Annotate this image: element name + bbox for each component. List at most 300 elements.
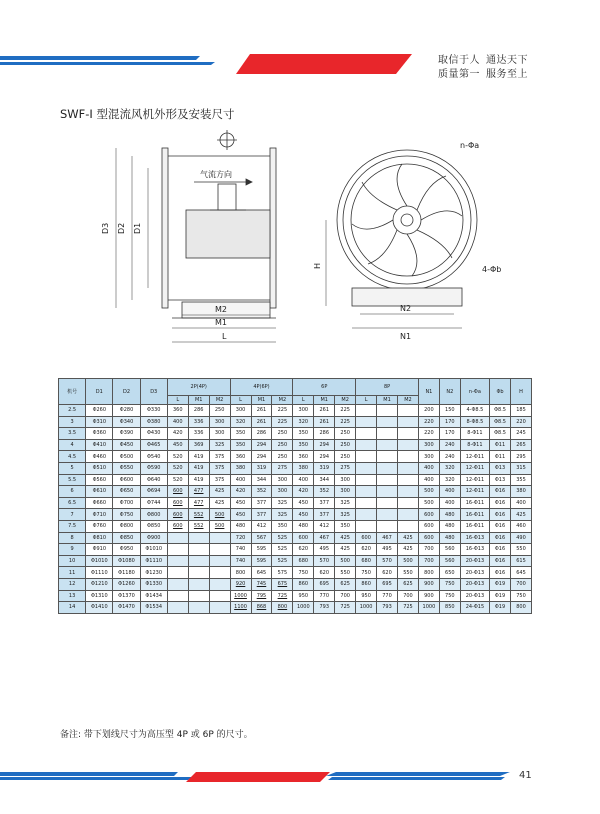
- table-cell: 380: [230, 462, 251, 474]
- table-cell: 450: [167, 439, 188, 451]
- table-row: [59, 451, 532, 463]
- table-cell: [209, 567, 230, 579]
- table-cell: 575: [272, 567, 293, 579]
- table-cell: 12-Φ11: [460, 486, 489, 498]
- table-cell: 570: [377, 555, 398, 567]
- dim-m2: M2: [215, 305, 227, 314]
- table-cell: 360: [167, 405, 188, 417]
- table-cell: 377: [314, 497, 335, 509]
- table-row: [59, 532, 532, 544]
- table-cell: [397, 486, 418, 498]
- table-row: [59, 405, 532, 417]
- table-cell: 360: [293, 451, 314, 463]
- table-cell: 419: [188, 474, 209, 486]
- table-cell: 4-Φ8.5: [460, 405, 489, 417]
- table-cell: 570: [314, 555, 335, 567]
- slogan-2: 通达天下: [486, 55, 528, 66]
- table-cell: [356, 451, 377, 463]
- table-cell: 450: [293, 497, 314, 509]
- table-cell: 420: [293, 486, 314, 498]
- table-cell: [356, 405, 377, 417]
- table-cell: Φ1230: [140, 567, 167, 579]
- table-cell: [377, 428, 398, 440]
- table-cell: 750: [510, 590, 531, 602]
- table-cell: 680: [356, 555, 377, 567]
- table-cell: 320: [439, 474, 460, 486]
- table-cell: 490: [510, 532, 531, 544]
- th-4p: 4P(6P): [230, 379, 293, 396]
- table-row: [59, 555, 532, 567]
- table-cell: 261: [314, 416, 335, 428]
- table-cell: 286: [251, 428, 272, 440]
- table-cell: [397, 405, 418, 417]
- table-cell: 745: [251, 578, 272, 590]
- table-cell: 520: [167, 474, 188, 486]
- table-cell: 220: [418, 428, 439, 440]
- table-cell: 12-Φ11: [460, 451, 489, 463]
- table-cell: 400: [293, 474, 314, 486]
- table-cell: Φ19: [490, 590, 511, 602]
- table-cell: 300: [418, 439, 439, 451]
- table-cell: 20-Φ13: [460, 590, 489, 602]
- th-6p: 6P: [293, 379, 356, 396]
- table-cell: [188, 555, 209, 567]
- th-sub-3-0: L: [356, 396, 377, 405]
- cell-model: 14: [59, 602, 86, 614]
- table-cell: [377, 439, 398, 451]
- table-cell: Φ800: [140, 509, 167, 521]
- table-cell: 480: [230, 520, 251, 532]
- table-cell: [167, 544, 188, 556]
- dim-n1: N1: [400, 332, 412, 341]
- table-cell: 725: [397, 602, 418, 614]
- table-cell: Φ1470: [113, 602, 140, 614]
- table-cell: Φ1260: [113, 578, 140, 590]
- table-cell: [356, 428, 377, 440]
- table-cell: Φ600: [113, 474, 140, 486]
- table-cell: 325: [272, 497, 293, 509]
- table-cell: 860: [293, 578, 314, 590]
- table-cell: 294: [314, 439, 335, 451]
- table-cell: 300: [272, 474, 293, 486]
- table-cell: Φ380: [140, 416, 167, 428]
- table-cell: 250: [272, 428, 293, 440]
- table-cell: [397, 462, 418, 474]
- table-cell: Φ16: [490, 497, 511, 509]
- table-cell: 369: [188, 439, 209, 451]
- table-cell: [188, 578, 209, 590]
- slogan-4: 服务至上: [486, 69, 528, 80]
- table-cell: 425: [335, 544, 356, 556]
- table-row: [59, 520, 532, 532]
- table-cell: 400: [418, 474, 439, 486]
- table-cell: Φ1110: [86, 567, 113, 579]
- table-cell: Φ660: [86, 497, 113, 509]
- table-cell: 700: [510, 578, 531, 590]
- cell-model: 5: [59, 462, 86, 474]
- table-cell: 1100: [230, 602, 251, 614]
- table-cell: Φ8.5: [490, 416, 511, 428]
- table-cell: Φ260: [86, 405, 113, 417]
- table-cell: Φ340: [113, 416, 140, 428]
- table-cell: 300: [418, 451, 439, 463]
- table-cell: 400: [510, 497, 531, 509]
- table-row: [59, 462, 532, 474]
- table-cell: 375: [209, 462, 230, 474]
- table-cell: 325: [335, 509, 356, 521]
- table-cell: 240: [439, 451, 460, 463]
- table-cell: Φ1310: [86, 590, 113, 602]
- table-cell: 320: [230, 416, 251, 428]
- table-cell: 500: [335, 555, 356, 567]
- table-cell: 344: [251, 474, 272, 486]
- cell-model: 3: [59, 416, 86, 428]
- table-cell: [377, 509, 398, 521]
- cell-model: 4: [59, 439, 86, 451]
- front-view: [162, 130, 276, 318]
- table-cell: 425: [209, 486, 230, 498]
- table-cell: Φ694: [140, 486, 167, 498]
- table-cell: 16-Φ11: [460, 509, 489, 521]
- table-cell: 250: [272, 451, 293, 463]
- table-cell: [397, 416, 418, 428]
- table-cell: 800: [418, 567, 439, 579]
- table-cell: 800: [272, 602, 293, 614]
- table-cell: 550: [510, 544, 531, 556]
- table-cell: [356, 462, 377, 474]
- side-view: [337, 150, 477, 306]
- table-cell: 170: [439, 416, 460, 428]
- table-cell: 700: [418, 555, 439, 567]
- table-cell: 500: [418, 486, 439, 498]
- table-cell: Φ1330: [140, 578, 167, 590]
- table-cell: 1000: [418, 602, 439, 614]
- table-cell: 400: [167, 416, 188, 428]
- table-cell: 420: [230, 486, 251, 498]
- table-cell: 550: [397, 567, 418, 579]
- table-cell: [209, 555, 230, 567]
- table-cell: Φ1210: [86, 578, 113, 590]
- table-cell: 770: [314, 590, 335, 602]
- table-cell: Φ550: [113, 462, 140, 474]
- table-cell: 695: [314, 578, 335, 590]
- table-cell: [397, 520, 418, 532]
- fan-drawing: [90, 130, 530, 360]
- table-cell: 552: [188, 509, 209, 521]
- table-cell: [188, 544, 209, 556]
- table-cell: Φ360: [86, 428, 113, 440]
- table-cell: 600: [356, 532, 377, 544]
- table-cell: 600: [418, 520, 439, 532]
- table-row: [59, 590, 532, 602]
- th-2p: 2P(4P): [167, 379, 230, 396]
- table-cell: 400: [439, 497, 460, 509]
- table-cell: 560: [439, 544, 460, 556]
- table-cell: 795: [251, 590, 272, 602]
- table-cell: 245: [510, 428, 531, 440]
- table-cell: Φ1110: [140, 555, 167, 567]
- table-body: [59, 405, 532, 614]
- table-cell: [167, 555, 188, 567]
- table-cell: 560: [439, 555, 460, 567]
- table-cell: 350: [272, 520, 293, 532]
- dimension-table: [58, 378, 532, 614]
- table-cell: [209, 578, 230, 590]
- th-sub-1-1: M1: [251, 396, 272, 405]
- table-cell: 300: [209, 428, 230, 440]
- table-cell: 286: [314, 428, 335, 440]
- table-cell: 336: [188, 416, 209, 428]
- table-cell: [356, 439, 377, 451]
- dim-l: L: [222, 332, 227, 341]
- table-cell: 500: [209, 520, 230, 532]
- table-cell: 625: [335, 578, 356, 590]
- table-row: [59, 486, 532, 498]
- table-cell: 400: [230, 474, 251, 486]
- table-cell: Φ8.5: [490, 428, 511, 440]
- table-cell: 600: [167, 520, 188, 532]
- table-cell: 740: [230, 555, 251, 567]
- table-cell: 300: [335, 474, 356, 486]
- cell-model: 6.5: [59, 497, 86, 509]
- th-h: H: [510, 379, 531, 405]
- table-cell: 750: [439, 578, 460, 590]
- table-cell: 319: [314, 462, 335, 474]
- table-cell: 300: [272, 486, 293, 498]
- table-cell: 20-Φ13: [460, 555, 489, 567]
- th-b: Φb: [490, 379, 511, 405]
- table-cell: Φ1370: [113, 590, 140, 602]
- table-cell: Φ610: [86, 486, 113, 498]
- table-cell: 425: [209, 497, 230, 509]
- table-cell: Φ16: [490, 555, 511, 567]
- table-cell: 220: [418, 416, 439, 428]
- table-cell: 225: [335, 416, 356, 428]
- table-cell: 225: [272, 405, 293, 417]
- holes-label: n-Φa: [460, 141, 480, 150]
- table-cell: 850: [439, 602, 460, 614]
- table-cell: 16-Φ13: [460, 544, 489, 556]
- table-cell: 450: [293, 509, 314, 521]
- table-cell: 567: [251, 532, 272, 544]
- table-cell: 500: [209, 509, 230, 521]
- table-cell: 800: [510, 602, 531, 614]
- table-cell: 325: [209, 439, 230, 451]
- table-cell: 16-Φ13: [460, 532, 489, 544]
- table-cell: 412: [251, 520, 272, 532]
- bottom-stripes: [0, 772, 600, 782]
- table-cell: Φ19: [490, 602, 511, 614]
- table-row: [59, 578, 532, 590]
- table-cell: 355: [510, 474, 531, 486]
- table-cell: 425: [510, 509, 531, 521]
- table-cell: 419: [188, 462, 209, 474]
- table-cell: 240: [439, 439, 460, 451]
- th-sub-0-1: M1: [188, 396, 209, 405]
- slogan-1: 取信于人: [438, 55, 480, 66]
- table-cell: 525: [272, 532, 293, 544]
- th-n2: N2: [439, 379, 460, 405]
- cell-model: 11: [59, 567, 86, 579]
- table-cell: [377, 416, 398, 428]
- th-model: 机号: [59, 379, 86, 405]
- table-cell: 294: [314, 451, 335, 463]
- table-cell: 275: [272, 462, 293, 474]
- table-cell: [377, 451, 398, 463]
- table-cell: Φ8.5: [490, 405, 511, 417]
- footnote: 备注: 带下划线尺寸为高压型 4P 或 6P 的尺寸。: [60, 730, 253, 740]
- table-cell: 520: [167, 451, 188, 463]
- table-cell: 750: [356, 567, 377, 579]
- table-cell: 550: [335, 567, 356, 579]
- table-cell: 319: [251, 462, 272, 474]
- th-sub-0-0: L: [167, 396, 188, 405]
- table-cell: [356, 509, 377, 521]
- table-cell: Φ16: [490, 509, 511, 521]
- table-cell: Φ1180: [113, 567, 140, 579]
- table-cell: 425: [335, 532, 356, 544]
- table-cell: 250: [209, 405, 230, 417]
- table-cell: 377: [251, 509, 272, 521]
- table-cell: 377: [251, 497, 272, 509]
- table-cell: 350: [293, 439, 314, 451]
- table-cell: 420: [167, 428, 188, 440]
- table-cell: 740: [230, 544, 251, 556]
- table-cell: 495: [377, 544, 398, 556]
- table-cell: [167, 602, 188, 614]
- table-cell: [397, 474, 418, 486]
- table-cell: 261: [314, 405, 335, 417]
- table-cell: 320: [293, 416, 314, 428]
- table-cell: 380: [293, 462, 314, 474]
- th-sub-3-2: M2: [397, 396, 418, 405]
- table-cell: Φ1410: [86, 602, 113, 614]
- th-sub-3-1: M1: [377, 396, 398, 405]
- dim-h: H: [313, 262, 322, 269]
- table-cell: Φ280: [113, 405, 140, 417]
- th-sub-1-0: L: [230, 396, 251, 405]
- table-cell: Φ430: [140, 428, 167, 440]
- table-cell: 170: [439, 428, 460, 440]
- table-cell: 325: [335, 497, 356, 509]
- table-cell: [397, 509, 418, 521]
- table-cell: 350: [335, 520, 356, 532]
- table-cell: 275: [335, 462, 356, 474]
- table-cell: Φ650: [113, 486, 140, 498]
- table-cell: 600: [293, 532, 314, 544]
- table-cell: [377, 520, 398, 532]
- table-cell: [209, 532, 230, 544]
- table-cell: 480: [439, 509, 460, 521]
- table-cell: 20-Φ13: [460, 578, 489, 590]
- table-cell: 225: [335, 405, 356, 417]
- table-cell: 419: [188, 451, 209, 463]
- table-cell: 645: [510, 567, 531, 579]
- table-cell: 595: [251, 544, 272, 556]
- table-cell: 352: [314, 486, 335, 498]
- table-cell: Φ1080: [113, 555, 140, 567]
- table-cell: 375: [209, 451, 230, 463]
- table-cell: Φ1010: [140, 544, 167, 556]
- table-cell: 620: [377, 567, 398, 579]
- table-cell: 300: [230, 405, 251, 417]
- table-cell: Φ13: [490, 474, 511, 486]
- table-cell: Φ16: [490, 567, 511, 579]
- cell-model: 6: [59, 486, 86, 498]
- table-cell: Φ700: [113, 497, 140, 509]
- table-cell: 400: [439, 486, 460, 498]
- table-cell: Φ710: [86, 509, 113, 521]
- table-cell: 920: [230, 578, 251, 590]
- cell-model: 7.5: [59, 520, 86, 532]
- table-cell: 12-Φ11: [460, 474, 489, 486]
- table-cell: [397, 439, 418, 451]
- table-cell: Φ19: [490, 578, 511, 590]
- table-row: [59, 544, 532, 556]
- table-cell: 625: [397, 578, 418, 590]
- table-cell: 400: [418, 462, 439, 474]
- table-cell: 350: [293, 428, 314, 440]
- table-row: [59, 439, 532, 451]
- table-cell: [167, 590, 188, 602]
- table-cell: [356, 474, 377, 486]
- table-cell: [377, 462, 398, 474]
- table-cell: 720: [230, 532, 251, 544]
- table-cell: [377, 497, 398, 509]
- table-cell: 250: [335, 451, 356, 463]
- table-cell: 320: [439, 462, 460, 474]
- table-row: [59, 602, 532, 614]
- table-cell: 185: [510, 405, 531, 417]
- table-cell: 525: [272, 555, 293, 567]
- table-cell: Φ750: [113, 509, 140, 521]
- table-cell: 620: [293, 544, 314, 556]
- table-cell: 552: [188, 520, 209, 532]
- table-cell: 250: [272, 439, 293, 451]
- table-cell: 300: [293, 405, 314, 417]
- th-sub-0-2: M2: [209, 396, 230, 405]
- table-cell: [167, 578, 188, 590]
- table-cell: Φ1434: [140, 590, 167, 602]
- table-cell: 425: [397, 544, 418, 556]
- dim-n2: N2: [400, 304, 412, 313]
- table-cell: 265: [510, 439, 531, 451]
- table-cell: 350: [230, 439, 251, 451]
- table-cell: 12-Φ11: [460, 462, 489, 474]
- table-cell: 725: [335, 602, 356, 614]
- cell-model: 8: [59, 532, 86, 544]
- table-cell: 450: [230, 509, 251, 521]
- table-cell: 377: [314, 509, 335, 521]
- table-cell: 295: [510, 451, 531, 463]
- table-row: [59, 567, 532, 579]
- table-cell: Φ330: [140, 405, 167, 417]
- table-cell: Φ640: [140, 474, 167, 486]
- table-cell: Φ910: [86, 544, 113, 556]
- table-cell: 1000: [293, 602, 314, 614]
- table-cell: Φ310: [86, 416, 113, 428]
- table-cell: Φ410: [86, 439, 113, 451]
- table-cell: 770: [377, 590, 398, 602]
- table-cell: 525: [272, 544, 293, 556]
- table-cell: 200: [418, 405, 439, 417]
- table-cell: 600: [167, 497, 188, 509]
- airflow-label: 气流方向: [200, 170, 232, 179]
- table-cell: 380: [510, 486, 531, 498]
- table-cell: Φ590: [140, 462, 167, 474]
- table-cell: Φ744: [140, 497, 167, 509]
- table-cell: 645: [251, 567, 272, 579]
